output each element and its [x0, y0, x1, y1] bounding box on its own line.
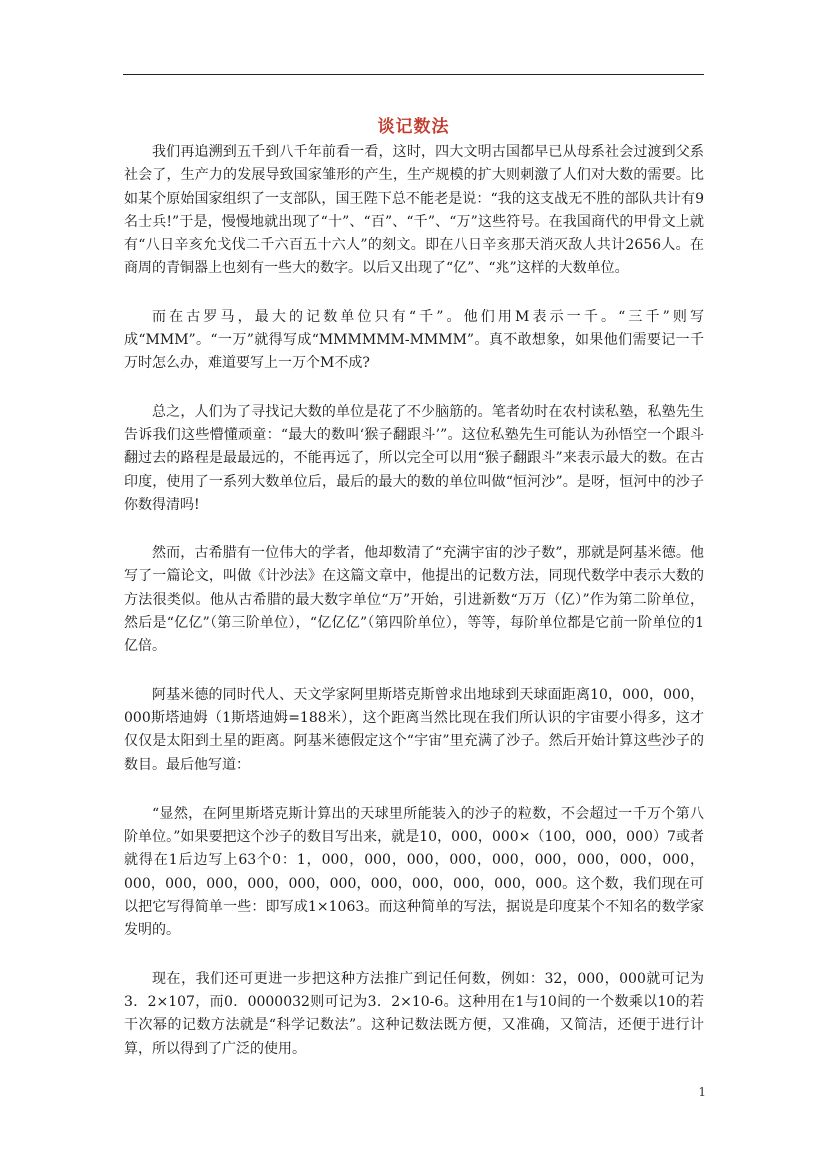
paragraph-5: 阿基米德的同时代人、天文学家阿里斯塔克斯曾求出地球到天球面距离10，000，000，000斯塔迪姆（1斯塔迪姆=188米），这个距离当然比现在我们所认识的宇宙要小得多，这才仅仅是太阳到土星的距离。阿基米德假定这个“宇宙”里充满了沙子。然后开始计算这些沙子的数目。最后他写道：: [124, 686, 704, 773]
page-number: 1: [698, 1085, 706, 1099]
paragraph-4: 然而，古希腊有一位伟大的学者，他却数清了“充满宇宙的沙子数”，那就是阿基米德。他写了一篇论文，叫做《计沙法》在这篇文章中，他提出的记数方法，同现代数学中表示大数的方法很类似。他从古希腊的最大数字单位“万”开始，引进新数“万万（亿）”作为第二阶单位，然后是“亿亿”（第三阶单位），“亿亿亿”（第四阶单位），等等，每阶单位都是它前一阶单位的1亿倍。: [124, 545, 704, 655]
header-rule: [123, 74, 704, 75]
paragraph-1: 我们再追溯到五千到八千年前看一看，这时，四大文明古国都早已从母系社会过渡到父系社会了，生产力的发展导致国家雏形的产生，生产规模的扩大则刺激了人们对大数的需要。比如某个原始国家组织了一支部队，国王陛下总不能老是说：“我的这支战无不胜的部队共计有9名士兵!”于是，慢慢地就出现了“十”、“百”、“千”、“万”这些符号。在我国商代的甲骨文上就有“八日辛亥允戈伐二千六百五十六人”的刻文。即在八日辛亥那天消灭敌人共计2656人。在商周的青铜器上也刻有一些大的数字。以后又出现了“亿”、“兆”这样的大数单位。: [124, 144, 704, 277]
article-body: [124, 141, 704, 1061]
paragraph-2: 而在古罗马，最大的记数单位只有“千”。他们用M表示一千。“三千”则写成“MMM”。“一万”就得写成“MMMMMM-MMMM”。真不敢想象，如果他们需要记一千万时怎么办，难道要写上一万个M不成?: [124, 308, 704, 372]
paragraph-6: “显然，在阿里斯塔克斯计算出的天球里所能装入的沙子的粒数，不会超过一千万个第八阶单位。”如果要把这个沙子的数目写出来，就是10，000，000×（100，000，000）7或者就得在1后边写上63个0：1，000，000，000，000，000，000，000，000，000，000，000，000，000，000，000，000，000，000，000，000。这个数，我们现在可以把它写得简单一些：即写成1×1063。而这种简单的写法，据说是印度某个不知名的数学家发明的。: [124, 805, 704, 939]
document-title: 谈记数法: [377, 117, 450, 137]
paragraph-7: 现在，我们还可更进一步把这种方法推广到记任何数，例如：32，000，000就可记为3．2×107，而0．0000032则可记为3．2×10-6。这种用在1与10间的一个数乘以10的若干次幂的记数方法就是“科学记数法”。这种记数法既方便，又准确，又简洁，还便于进行计算，所以得到了广泛的使用。: [124, 970, 704, 1057]
paragraph-3: 总之，人们为了寻找记大数的单位是花了不少脑筋的。笔者幼时在农村读私塾，私塾先生告诉我们这些懵懂顽童：“最大的数叫‘猴子翻跟斗’”。这位私塾先生可能认为孙悟空一个跟斗翻过去的路程是最最远的，不能再远了，所以完全可以用“猴子翻跟斗”来表示最大的数。在古印度，使用了一系列大数单位后，最后的最大的数的单位叫做“恒河沙”。是呀，恒河中的沙子你数得清吗!: [124, 403, 704, 513]
